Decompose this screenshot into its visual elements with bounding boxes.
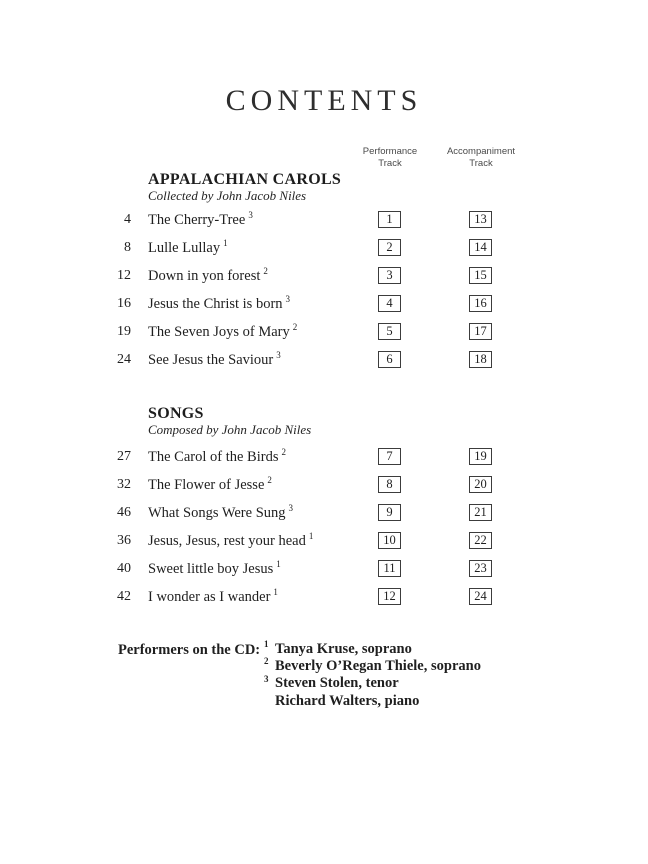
toc-row	[0, 443, 648, 471]
page-number: 24	[117, 352, 131, 367]
page-number: 32	[117, 477, 131, 492]
performers-list	[264, 641, 481, 710]
performer-item: $^2$ Beverly O’Regan Thiele, soprano	[264, 656, 481, 675]
appalachian-carols-rows	[0, 206, 648, 374]
performer-name: Beverly O’Regan Thiele, soprano	[275, 658, 481, 675]
song-title	[148, 532, 313, 550]
song-title-text: The Cherry-Tree	[148, 212, 246, 228]
toc-row	[0, 346, 648, 374]
performance-track-box: 1	[378, 211, 401, 228]
song-title	[148, 476, 272, 494]
song-title	[148, 323, 297, 341]
performer-ref: 1	[223, 238, 228, 249]
song-title	[148, 448, 286, 466]
accompaniment-track-header-line2: Track	[469, 157, 493, 169]
performance-track-box: 12	[378, 588, 401, 605]
toc-row	[0, 527, 648, 555]
performance-track-box: 10	[378, 532, 401, 549]
accompaniment-track-box: 21	[469, 504, 492, 521]
performer-ref: 2	[267, 475, 272, 486]
section-subheading-songs: Composed by John Jacob Niles	[148, 422, 312, 437]
accompaniment-track-box: 16	[469, 295, 492, 312]
toc-row	[0, 318, 648, 346]
toc-row	[0, 499, 648, 527]
performer-name: Richard Walters, piano	[275, 692, 420, 709]
accompaniment-track-box: 23	[469, 560, 492, 577]
section-subheading-appalachian-carols: Collected by John Jacob Niles	[148, 188, 307, 203]
song-title-text: The Carol of the Birds	[148, 449, 279, 465]
page-number: 36	[117, 533, 131, 548]
performer-ref: 2	[281, 447, 286, 458]
accompaniment-track-box: 14	[469, 239, 492, 256]
performance-track-box: 11	[378, 560, 401, 577]
page-number: 12	[117, 268, 131, 283]
performance-track-header-line2: Track	[378, 157, 402, 169]
song-title	[148, 267, 268, 285]
toc-row	[0, 471, 648, 499]
performer-name: Tanya Kruse, soprano	[275, 641, 412, 657]
performance-track-box: 4	[378, 295, 401, 312]
performer-ref: 3	[276, 350, 281, 361]
song-title-text: See Jesus the Saviour	[148, 352, 274, 368]
song-title-text: Sweet little boy Jesus	[148, 561, 274, 577]
toc-row	[0, 262, 648, 290]
page-number: 16	[117, 296, 131, 311]
performance-track-box: 6	[378, 351, 401, 368]
performer-ref: 1	[276, 559, 281, 570]
accompaniment-track-header	[437, 146, 525, 169]
toc-row	[0, 206, 648, 234]
toc-row	[0, 555, 648, 583]
accompaniment-track-box: 24	[469, 588, 492, 605]
song-title	[148, 351, 281, 369]
page-number: 27	[117, 449, 131, 464]
song-title	[148, 239, 228, 257]
accompaniment-track-box: 19	[469, 448, 492, 465]
song-title-text: I wonder as I wander	[148, 589, 271, 605]
accompaniment-track-box: 13	[469, 211, 492, 228]
performers-label: Performers on the CD:	[118, 642, 261, 658]
performance-track-box: 2	[378, 239, 401, 256]
song-title-text: The Flower of Jesse	[148, 477, 265, 493]
page-number: 42	[117, 589, 131, 604]
toc-row	[0, 234, 648, 262]
performance-track-box: 8	[378, 476, 401, 493]
performance-track-box: 7	[378, 448, 401, 465]
performer-ref: 2	[263, 266, 268, 277]
performer-ref: 1	[308, 531, 314, 542]
section-heading-songs: SONGS	[148, 405, 204, 422]
songs-rows	[0, 443, 648, 611]
performer-ref: 3	[285, 294, 291, 305]
accompaniment-track-box: 15	[469, 267, 492, 284]
section-heading-appalachian-carols: APPALACHIAN CAROLS	[148, 171, 342, 188]
page-title: CONTENTS	[225, 84, 423, 117]
performance-track-box: 9	[378, 504, 401, 521]
performer-item	[264, 693, 481, 710]
performer-item: $^3$ Steven Stolen, tenor	[264, 673, 399, 692]
toc-row	[0, 290, 648, 318]
accompaniment-track-box: 22	[469, 532, 492, 549]
song-title	[148, 504, 293, 522]
song-title-text: Down in yon forest	[148, 268, 261, 284]
song-title-text: The Seven Joys of Mary	[148, 324, 290, 340]
song-title	[148, 560, 281, 578]
performer-ref: 3	[288, 503, 294, 514]
page-number: 40	[117, 561, 131, 576]
page-number: 4	[124, 212, 131, 227]
accompaniment-track-box: 18	[469, 351, 492, 368]
performer-item: $^1$ Tanya Kruse, soprano	[264, 639, 412, 657]
song-title	[148, 295, 290, 313]
performer-ref: 2	[292, 322, 298, 333]
toc-row	[0, 583, 648, 611]
performance-track-header	[352, 146, 428, 169]
page-number: 19	[117, 324, 131, 339]
performer-ref: 3	[248, 210, 253, 221]
song-title	[148, 211, 253, 229]
performer-ref: 1	[273, 587, 278, 598]
performance-track-box: 3	[378, 267, 401, 284]
song-title-text: What Songs Were Sung	[148, 505, 286, 521]
song-title-text: Jesus, Jesus, rest your head	[148, 533, 306, 549]
song-title	[148, 588, 278, 606]
page-number: 46	[117, 505, 131, 520]
song-title-text: Lulle Lullay	[148, 240, 221, 256]
performer-name: Steven Stolen, tenor	[275, 675, 399, 692]
song-title-text: Jesus the Christ is born	[148, 296, 283, 312]
page-number: 8	[124, 240, 131, 255]
accompaniment-track-box: 20	[469, 476, 492, 493]
accompaniment-track-header-line1: Accompaniment	[446, 146, 516, 157]
accompaniment-track-box: 17	[469, 323, 492, 340]
performance-track-header-line1: Performance	[362, 146, 418, 157]
performance-track-box: 5	[378, 323, 401, 340]
